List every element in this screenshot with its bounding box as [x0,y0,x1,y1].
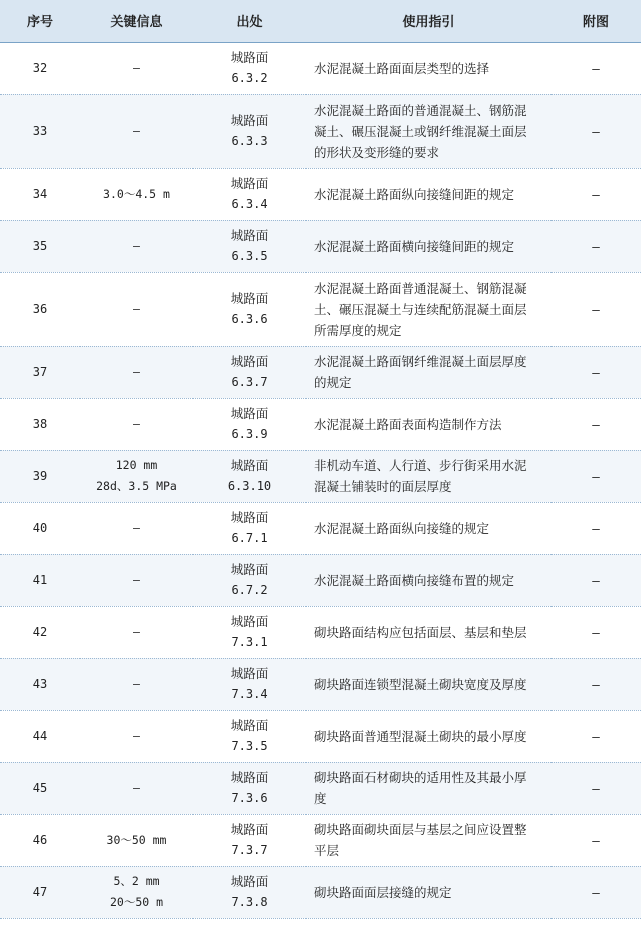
cell-source [193,866,306,918]
table-row [0,346,641,398]
cell-source [193,710,306,762]
table-row [0,220,641,272]
cell-figure: – [592,238,600,254]
cell-figure: – [592,884,600,900]
cell-source [193,814,306,866]
cell-key-info [80,554,193,606]
source-code: 6.3.2 [231,71,268,85]
key-info-line: – [133,676,140,691]
cell-guide: 水泥混凝土路面纵向接缝间距的规定 [314,186,515,202]
cell-source [193,658,306,710]
cell-key-info [80,450,193,502]
source-name: 城路面 [230,176,269,191]
source-name: 城路面 [230,614,269,629]
source-code: 6.3.10 [227,479,272,493]
table-row [0,94,641,168]
cell-source [193,42,306,94]
cell-figure: – [592,520,600,536]
cell-figure: – [592,572,600,588]
key-info-line: 120 mm [115,458,158,472]
cell-index: 44 [32,728,48,743]
source-code: 7.3.1 [231,635,268,649]
key-info-line: – [133,728,140,743]
cell-index: 46 [32,832,48,847]
cell-index: 34 [32,186,48,201]
key-info-line: – [133,572,140,587]
cell-guide: 水泥混凝土路面表面构造制作方法 [314,416,502,432]
source-name: 城路面 [230,874,269,889]
cell-guide: 砌块路面石材砌块的适用性及其最小厚度 [314,770,527,806]
table-row [0,168,641,220]
cell-key-info [80,658,193,710]
cell-key-info [80,272,193,346]
key-info-line: – [133,301,140,316]
cell-guide: 水泥混凝土路面面层类型的选择 [314,60,490,76]
key-info-line: 30～50 mm [106,832,167,847]
cell-figure: – [592,468,600,484]
cell-guide: 砌块路面砌块面层与基层之间应设置整平层 [314,822,527,858]
source-name: 城路面 [230,458,269,473]
cell-figure: – [592,728,600,744]
key-info-line: – [133,60,140,75]
header-source: 出处 [193,0,306,42]
cell-figure: – [592,364,600,380]
cell-source [193,168,306,220]
cell-guide: 水泥混凝土路面普通混凝土、钢筋混凝土、碾压混凝土与连续配筋混凝土面层所需厚度的规定 [314,280,527,338]
source-code: 7.3.8 [231,895,268,909]
source-name: 城路面 [230,354,269,369]
key-info-line: 5、2 mm [113,874,160,888]
header-index: 序号 [0,0,80,42]
cell-index: 39 [32,468,48,483]
cell-index: 36 [32,301,48,316]
cell-figure: – [592,780,600,796]
source-name: 城路面 [230,291,269,306]
cell-source [193,220,306,272]
key-info-line: – [133,364,140,379]
source-name: 城路面 [230,228,269,243]
source-name: 城路面 [230,562,269,577]
cell-key-info [80,710,193,762]
cell-source [193,762,306,814]
cell-index: 37 [32,364,48,379]
key-info-line: – [133,520,140,535]
key-info-line: 28d、3.5 MPa [96,479,177,493]
cell-guide: 砌块路面连锁型混凝土砌块宽度及厚度 [314,676,527,692]
cell-index: 32 [32,60,48,75]
cell-key-info [80,220,193,272]
cell-index: 45 [32,780,48,795]
table-row [0,398,641,450]
cell-source [193,502,306,554]
cell-index: 43 [32,676,48,691]
cell-guide: 砌块路面结构应包括面层、基层和垫层 [314,624,527,640]
cell-key-info [80,502,193,554]
source-code: 6.3.9 [231,427,268,441]
cell-index: 40 [32,520,48,535]
source-code: 6.7.2 [231,583,268,597]
key-info-line: – [133,624,140,639]
source-code: 6.3.5 [231,249,268,263]
table-row [0,450,641,502]
cell-index: 42 [32,624,48,639]
cell-figure: – [592,416,600,432]
source-code: 7.3.4 [231,687,268,701]
source-code: 6.3.6 [231,312,268,326]
key-info-line: – [133,780,140,795]
source-code: 6.3.3 [231,134,268,148]
source-name: 城路面 [230,718,269,733]
source-code: 7.3.5 [231,739,268,753]
cell-key-info [80,866,193,918]
key-info-line: – [133,123,140,138]
header-row [0,0,641,42]
table-header [0,0,641,42]
cell-source [193,272,306,346]
cell-source [193,398,306,450]
cell-index: 41 [32,572,48,587]
source-name: 城路面 [230,113,269,128]
table-row [0,762,641,814]
cell-key-info [80,814,193,866]
cell-figure: – [592,676,600,692]
table-row [0,554,641,606]
cell-index: 35 [32,238,48,253]
table-row [0,606,641,658]
cell-key-info [80,762,193,814]
cell-key-info [80,168,193,220]
source-name: 城路面 [230,406,269,421]
source-code: 6.7.1 [231,531,268,545]
cell-figure: – [592,60,600,76]
key-info-line: 3.0～4.5 m [103,186,170,201]
key-info-line: – [133,416,140,431]
cell-figure: – [592,832,600,848]
cell-source [193,346,306,398]
source-code: 7.3.6 [231,791,268,805]
cell-figure: – [592,624,600,640]
cell-key-info [80,42,193,94]
source-name: 城路面 [230,822,269,837]
cell-source [193,450,306,502]
table-row [0,658,641,710]
cell-index: 38 [32,416,48,431]
table-row [0,272,641,346]
cell-source [193,94,306,168]
cell-key-info [80,94,193,168]
cell-source [193,606,306,658]
cell-key-info [80,346,193,398]
key-info-line: 20～50 m [109,895,164,909]
table-row [0,710,641,762]
cell-key-info [80,398,193,450]
cell-guide: 水泥混凝土路面横向接缝布置的规定 [314,572,515,588]
cell-guide: 砌块路面普通型混凝土砌块的最小厚度 [314,728,527,744]
table-row [0,502,641,554]
cell-guide: 水泥混凝土路面的普通混凝土、钢筋混凝土、碾压混凝土或钢纤维混凝土面层的形状及变形缝的要求 [314,102,527,160]
table-row [0,814,641,866]
source-name: 城路面 [230,770,269,785]
cell-index: 33 [32,123,48,138]
cell-guide: 砌块路面面层接缝的规定 [314,884,452,900]
source-code: 6.3.4 [231,197,268,211]
header-key-info: 关键信息 [80,0,193,42]
cell-key-info [80,606,193,658]
cell-figure: – [592,123,600,139]
source-name: 城路面 [230,50,269,65]
cell-figure: – [592,186,600,202]
header-figure: 附图 [551,0,641,42]
table-body [0,42,641,918]
cell-guide: 水泥混凝土路面纵向接缝的规定 [314,520,490,536]
cell-guide: 水泥混凝土路面横向接缝间距的规定 [314,238,515,254]
cell-index: 47 [32,884,48,899]
source-name: 城路面 [230,510,269,525]
key-info-line: – [133,238,140,253]
cell-guide: 水泥混凝土路面钢纤维混凝土面层厚度的规定 [314,354,527,390]
cell-source [193,554,306,606]
cell-figure: – [592,301,600,317]
source-code: 7.3.7 [231,843,268,857]
table-row [0,42,641,94]
source-name: 城路面 [230,666,269,681]
cell-guide: 非机动车道、人行道、步行街采用水泥混凝土铺装时的面层厚度 [314,458,527,494]
source-code: 6.3.7 [231,375,268,389]
header-guide: 使用指引 [306,0,551,42]
table-row [0,866,641,918]
